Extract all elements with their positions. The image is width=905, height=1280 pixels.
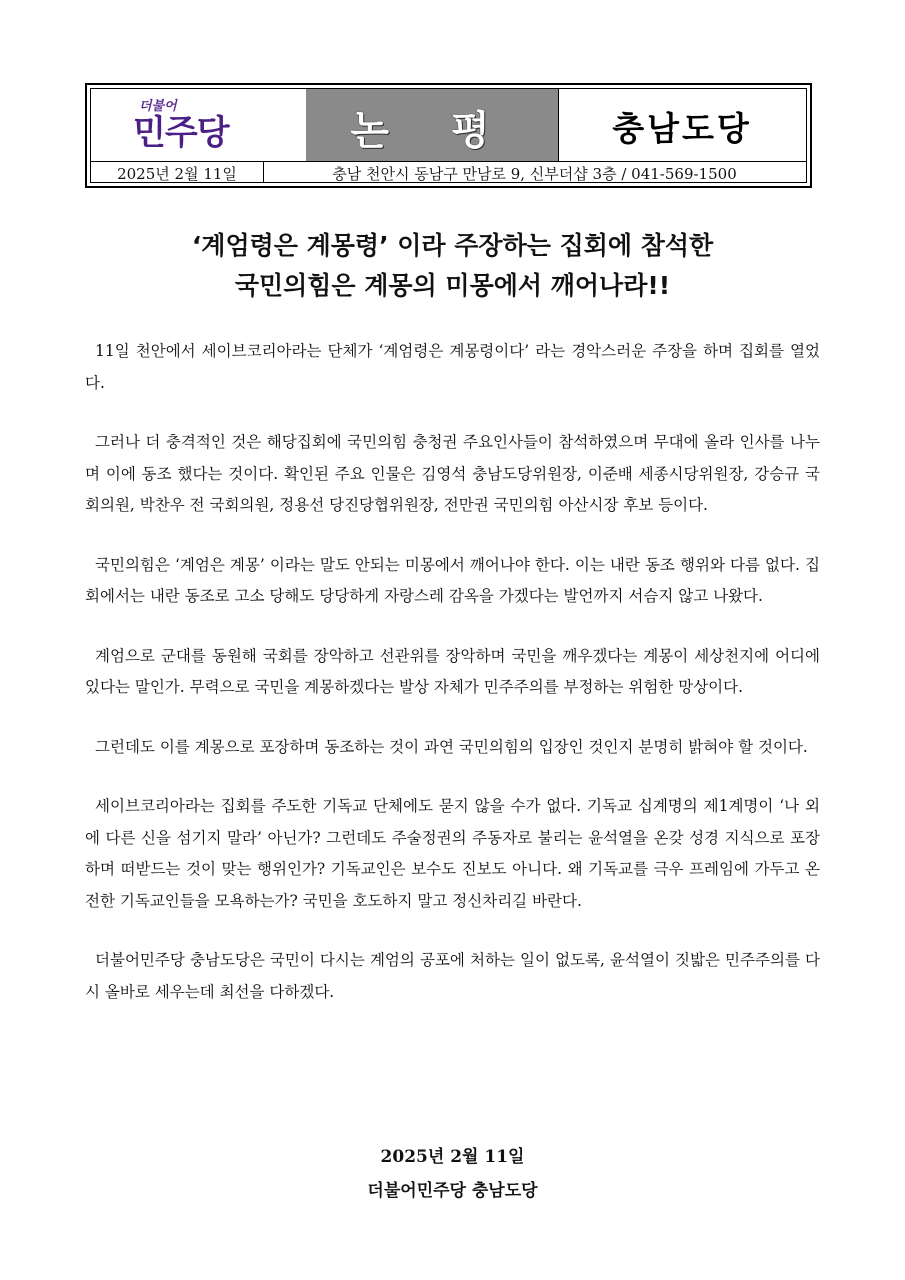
signature-date: 2025년 2월 11일: [380, 1147, 525, 1167]
letterhead-inner: [90, 88, 807, 183]
paragraph-5: 그런데도 이를 계몽으로 포장하며 동조하는 것이 과연 국민의힘의 입장인 것인지 분명히 밝혀야 할 것이다.: [95, 737, 808, 756]
body-text: [85, 336, 820, 1036]
logo-main-text: 민주당: [133, 113, 229, 153]
document-type-cell: [306, 89, 559, 161]
signature-block: [0, 1140, 905, 1208]
organization-name: 충남도당: [612, 109, 752, 148]
issue-date: 2025년 2월 11일: [91, 162, 264, 182]
organization-cell: [558, 89, 806, 161]
paragraph-1: 11일 천안에서 세이브코리아라는 단체가 ‘계엄령은 계몽령이다’ 라는 경악스러운 주장을 하며 집회를 열었다.: [85, 342, 820, 392]
letterhead-info-row: [91, 162, 806, 182]
headline-line-2: 국민의힘은 계몽의 미몽에서 깨어나라!!: [234, 271, 671, 300]
paragraph-2: 그러나 더 충격적인 것은 해당집회에 국민의힘 충청권 주요인사들이 참석하였으며 무대에 올라 인사를 나누며 이에 동조 했다는 것이다. 확인된 주요 인물은 김영석 충남도당위원장, 이준배 세종시당위원장, 강승규 국회의원, 박찬우 전 국회의원, 정용선 당진당협위원장, 전만권 국민의힘 아산시장 후보 등이다.: [85, 433, 820, 514]
paragraph-4: 계엄으로 군대를 동원해 국회를 장악하고 선관위를 장악하며 국민을 깨우겠다는 계몽이 세상천지에 어디에 있다는 말인가. 무력으로 국민을 계몽하겠다는 발상 자체가 민주주의를 부정하는 위험한 망상이다.: [85, 646, 820, 696]
headline-line-1: ‘계엄령은 계몽령’ 이라 주장하는 집회에 참석한: [191, 231, 714, 260]
paragraph-7: 더불어민주당 충남도당은 국민이 다시는 계엄의 공포에 처하는 일이 없도록, 윤석열이 짓밟은 민주주의를 다시 올바로 세우는데 최선을 다하겠다.: [85, 951, 820, 1001]
paragraph-6: 세이브코리아라는 집회를 주도한 기독교 단체에도 묻지 않을 수가 없다. 기독교 십계명의 제1계명이 ‘나 외에 다른 신을 섬기지 말라’ 아닌가? 그런데도 주술정권의 주동자로 불리는 윤석열을 온갖 성경 지식으로 포장하며 떠받드는 것이 맞는 행위인가? 기독교인은 보수도 진보도 아니다. 왜 기독교를 극우 프레임에 가두고 온전한 기독교인들을 모욕하는가? 국민을 호도하지 말고 정신차리길 바란다.: [85, 797, 820, 910]
office-address: 충남 천안시 동남구 만남로 9, 신부더샵 3층 / 041-569-1500: [332, 165, 737, 183]
signature-org: 더불어민주당 충남도당: [367, 1181, 538, 1201]
letterhead: [85, 83, 812, 188]
letterhead-top-row: [91, 89, 806, 162]
logo-small-text: 더불어: [139, 99, 177, 114]
document-type-title: 논 평: [350, 107, 514, 154]
party-logo: [91, 89, 307, 161]
paragraph-3: 국민의힘은 ‘계엄은 계몽’ 이라는 말도 안되는 미몽에서 깨어나야 한다. 이는 내란 동조 행위와 다름 없다. 집회에서는 내란 동조로 고소 당해도 당당하게 자랑스레 감옥을 가겠다는 발언까지 서슴지 않고 나왔다.: [85, 555, 820, 605]
headline: [40, 226, 865, 306]
